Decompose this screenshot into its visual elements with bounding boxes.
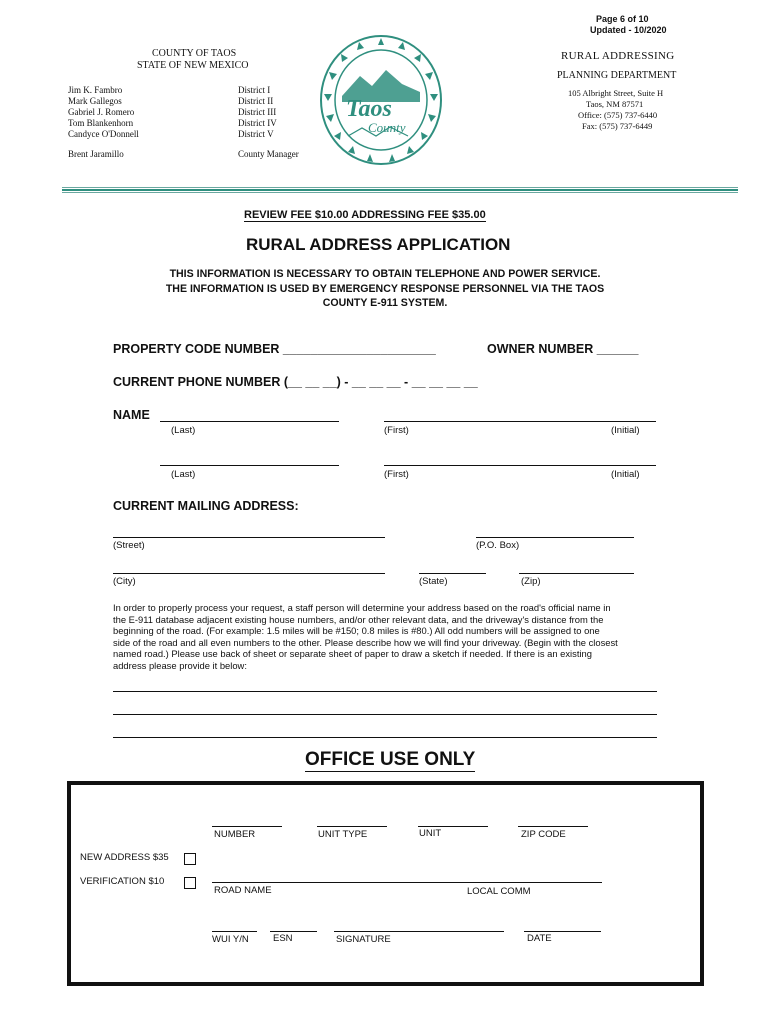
zip-code-caption: ZIP CODE bbox=[521, 829, 566, 840]
unit-type-caption: UNIT TYPE bbox=[318, 829, 368, 840]
road-name-caption: ROAD NAME bbox=[214, 885, 272, 896]
owner-number-field[interactable]: OWNER NUMBER ______ bbox=[487, 342, 639, 356]
unit-caption: UNIT bbox=[419, 828, 442, 839]
seal-county-text: County bbox=[368, 120, 406, 135]
po-box-caption: (P.O. Box) bbox=[476, 540, 520, 551]
official-name: Jim K. Fambro bbox=[68, 85, 123, 95]
esn-caption: ESN bbox=[273, 933, 293, 944]
department-subtitle: PLANNING DEPARTMENT bbox=[557, 70, 677, 81]
seal-taos-text: Taos bbox=[346, 96, 392, 122]
official-name: Mark Gallegos bbox=[68, 96, 122, 106]
description-line-2[interactable] bbox=[113, 714, 657, 715]
new-address-label: NEW ADDRESS $35 bbox=[80, 852, 169, 863]
instruction-line: In order to properly process your request, a staff person will determine your address based on the road's official name in bbox=[113, 602, 611, 613]
phone-number-field[interactable]: CURRENT PHONE NUMBER (__ __ __) - __ __ __ - __ __ __ __ bbox=[113, 375, 478, 389]
last-name-line-2[interactable] bbox=[160, 465, 339, 466]
instruction-line: address please provide it below: bbox=[113, 659, 247, 671]
county-name: COUNTY OF TAOS bbox=[152, 48, 237, 59]
first-name-caption: (First) bbox=[384, 469, 409, 480]
zip-caption: (Zip) bbox=[521, 576, 541, 587]
instruction-line: named road.) Please use back of sheet or separate sheet of paper to draw a sketch if needed. If there is an existing bbox=[113, 648, 592, 660]
signature-caption: SIGNATURE bbox=[336, 934, 391, 945]
description-line-1[interactable] bbox=[113, 691, 657, 692]
page-title: RURAL ADDRESS APPLICATION bbox=[246, 235, 511, 254]
date-caption: DATE bbox=[527, 933, 552, 944]
department-fax: Fax: (575) 737-6449 bbox=[582, 121, 653, 131]
city-line[interactable] bbox=[113, 573, 385, 574]
po-box-line[interactable] bbox=[476, 537, 634, 538]
date-line[interactable] bbox=[524, 931, 601, 932]
intro-line: THIS INFORMATION IS NECESSARY TO OBTAIN TELEPHONE AND POWER SERVICE. bbox=[169, 268, 601, 280]
last-name-caption: (Last) bbox=[171, 469, 196, 480]
wui-caption: WUI Y/N bbox=[212, 934, 249, 945]
official-name: Candyce O'Donnell bbox=[68, 129, 139, 139]
number-line[interactable] bbox=[212, 826, 282, 827]
number-caption: NUMBER bbox=[214, 829, 256, 840]
official-district: District I bbox=[238, 85, 271, 95]
mailing-address-label: CURRENT MAILING ADDRESS: bbox=[113, 499, 299, 513]
local-comm-caption: LOCAL COMM bbox=[467, 886, 531, 897]
road-name-line[interactable] bbox=[212, 882, 602, 883]
official-district: District II bbox=[238, 96, 274, 106]
description-line-3[interactable] bbox=[113, 737, 657, 738]
taos-county-seal bbox=[318, 32, 444, 168]
manager-name: Brent Jaramillo bbox=[68, 149, 124, 159]
instruction-line: side of the road and all even numbers to the other. Please describe how we will find your driveway. (Begin with the closest bbox=[113, 636, 618, 648]
intro-line: THE INFORMATION IS USED BY EMERGENCY RESPONSE PERSONNEL VIA THE TAOS bbox=[165, 282, 605, 295]
signature-line[interactable] bbox=[334, 931, 504, 932]
office-use-title: OFFICE USE ONLY bbox=[305, 749, 476, 770]
unit-line[interactable] bbox=[418, 826, 488, 827]
first-initial-line-2[interactable] bbox=[384, 465, 656, 466]
official-name: Gabriel J. Romero bbox=[68, 107, 135, 117]
department-city: Taos, NM 87571 bbox=[586, 99, 644, 109]
officials-districts bbox=[238, 85, 277, 140]
manager-title: County Manager bbox=[238, 149, 299, 159]
page-number: Page 6 of 10 bbox=[596, 14, 649, 24]
verification-checkbox[interactable] bbox=[184, 877, 196, 889]
first-initial-line-1[interactable] bbox=[384, 421, 656, 422]
instruction-line: the E-911 database adjacent existing house numbers, and/or other relevant data, and the driveway's distance from the bbox=[113, 613, 604, 625]
state-caption: (State) bbox=[419, 576, 448, 587]
state-name: STATE OF NEW MEXICO bbox=[137, 60, 249, 71]
instruction-line: beginning of the road. (For example: 1.5 miles will be #150; 0.8 miles is #80.) All odd numbers will be assigned to one bbox=[113, 625, 600, 637]
city-caption: (City) bbox=[113, 576, 136, 587]
official-district: District III bbox=[238, 107, 277, 117]
fee-line: REVIEW FEE $10.00 ADDRESSING FEE $35.00 bbox=[244, 209, 486, 221]
name-label: NAME bbox=[113, 408, 150, 422]
wui-line[interactable] bbox=[212, 931, 257, 932]
department-title: RURAL ADDRESSING bbox=[561, 50, 675, 62]
street-caption: (Street) bbox=[113, 540, 145, 551]
property-code-field[interactable]: PROPERTY CODE NUMBER ______________________ bbox=[113, 342, 436, 356]
updated-date: Updated - 10/2020 bbox=[590, 25, 667, 35]
zip-code-line[interactable] bbox=[518, 826, 588, 827]
street-line[interactable] bbox=[113, 537, 385, 538]
officials-names bbox=[68, 85, 139, 140]
intro-text bbox=[100, 267, 670, 311]
initial-caption: (Initial) bbox=[611, 425, 640, 436]
esn-line[interactable] bbox=[270, 931, 317, 932]
new-address-checkbox[interactable] bbox=[184, 853, 196, 865]
zip-line[interactable] bbox=[519, 573, 634, 574]
last-name-caption: (Last) bbox=[171, 425, 196, 436]
official-district: District V bbox=[238, 129, 274, 139]
official-district: District IV bbox=[238, 118, 277, 128]
first-name-caption: (First) bbox=[384, 425, 409, 436]
instructions-paragraph bbox=[113, 602, 618, 672]
department-office-phone: Office: (575) 737-6440 bbox=[578, 110, 658, 120]
initial-caption: (Initial) bbox=[611, 469, 640, 480]
state-line[interactable] bbox=[419, 573, 486, 574]
verification-label: VERIFICATION $10 bbox=[80, 876, 165, 887]
unit-type-line[interactable] bbox=[317, 826, 387, 827]
last-name-line-1[interactable] bbox=[160, 421, 339, 422]
department-address: 105 Albright Street, Suite H bbox=[568, 88, 664, 98]
official-name: Tom Blankenhorn bbox=[68, 118, 134, 128]
intro-line: COUNTY E-911 SYSTEM. bbox=[322, 297, 448, 309]
header-divider bbox=[62, 187, 738, 194]
